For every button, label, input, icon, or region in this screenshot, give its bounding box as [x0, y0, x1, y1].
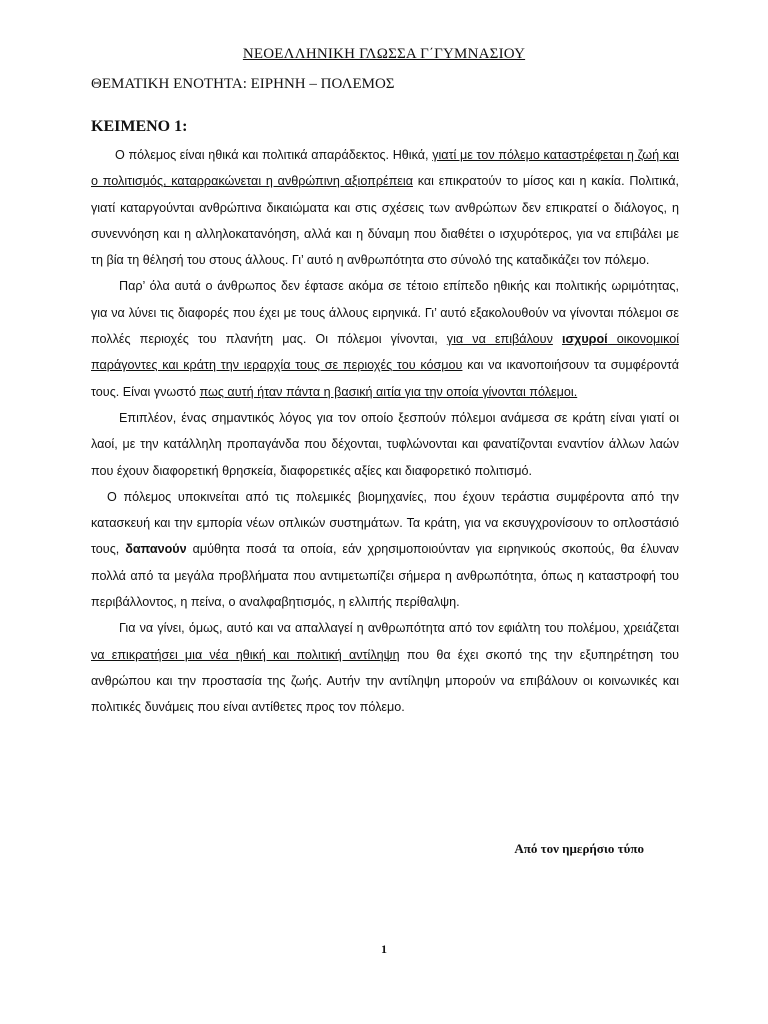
document-body — [91, 142, 679, 721]
thematic-unit-heading: ΘΕΜΑΤΙΚΗ ΕΝΟΤΗΤΑ: ΕΙΡΗΝΗ – ΠΟΛΕΜΟΣ — [91, 76, 395, 92]
paragraph-5-text-b: που θα έχει σκοπό της την εξυπηρέτηση του ανθρώπου και την προστασία της ζωής. Αυτήν την αντίληψη μπορούν να επιβάλουν οι κοινωνικές και πολιτικές δυνάμεις που είναι αντίθετες προς τον πόλεμο. — [91, 647, 679, 715]
paragraph-1-underlined: γιατί με τον πόλεμο καταστρέφεται η ζωή και ο πολιτισμός, καταρρακώνεται η ανθρώπινη αξιοπρέπεια — [91, 148, 679, 189]
document-title: ΝΕΟΕΛΛΗΝΙΚΗ ΓΛΩΣΣΑ Γ΄ΓΥΜΝΑΣΙΟΥ — [242, 46, 526, 62]
paragraph-5 — [91, 615, 679, 720]
paragraph-4 — [91, 484, 679, 615]
paragraph-2-text-b: και να ικανοποιήσουν τα συμφέροντά τους. Είναι γνωστό — [91, 358, 679, 399]
source-attribution: Από τον ημερήσιο τύπο — [514, 841, 644, 856]
paragraph-2-underlined-3: πως αυτή ήταν πάντα η βασική αιτία για την οποία γίνονται πόλεμοι. — [199, 384, 578, 399]
paragraph-3: Επιπλέον, ένας σημαντικός λόγος για τον οποίο ξεσπούν πόλεμοι ανάμεσα σε κράτη είναι γιατί οι λαοί, με την κατάλληλη προπαγάνδα που δέχονται, τυφλώνονται και φανατίζονται εναντίον άλλων λαών που έχουν διαφορετική θρησκεία, διαφορετικές αξίες και διαφορετικό πολιτισμό. — [91, 410, 679, 478]
paragraph-2 — [91, 273, 679, 404]
paragraph-2-underlined-2: οικονομικοί παράγοντες και κράτη την ιεραρχία τους σε περιοχές του κόσμου — [91, 332, 680, 373]
paragraph-4-bold: δαπανούν — [125, 542, 187, 557]
paragraph-2-space — [553, 332, 562, 346]
page-number: 1 — [381, 942, 387, 956]
paragraph-1-text-b: και επικρατούν το μίσος και η κακία. Πολιτικά, γιατί καταργούνται ανθρώπινα δικαιώματα και στις σχέσεις των ανθρώπων δεν επικρατεί ο διάλογος, η συνεννόηση και η αλληλοκατανόηση, αλλά και η δύναμη που διαθέτει ο ισχυρότερος, για να επιβάλει με τη βία τη θέλησή του στους άλλους. Γι’ αυτό η ανθρωπότητα στο σύνολό της καταδικάζει τον πόλεμο. — [91, 174, 679, 268]
paragraph-4-text-a: Ο πόλεμος υποκινείται από τις πολεμικές βιομηχανίες, που έχουν τεράστια συμφέροντα από την κατασκευή και την εμπορία νέων οπλικών συστημάτων. Τα κράτη, για να εκσυγχρονίσουν το οπλοστάσιό τους, — [91, 489, 679, 557]
paragraph-2-bold-underlined: ισχυροί — [561, 332, 608, 347]
paragraph-2-underlined-1: για να επιβάλουν — [446, 332, 553, 347]
paragraph-2-text-a: Παρ’ όλα αυτά ο άνθρωπος δεν έφτασε ακόμα σε τέτοιο επίπεδο ηθικής και πολιτικής ωριμότητας, για να λύνει τις διαφορές που έχει με τους άλλους ειρηνικά. Γι’ αυτό εξακολουθούν να γίνονται πόλεμοι σε πολλές περιοχές του πλανήτη μας. Οι πόλεμοι γίνονται, — [91, 279, 679, 347]
text-heading: ΚΕΙΜΕΝΟ 1: — [91, 118, 188, 135]
paragraph-1-text-a: Ο πόλεμος είναι ηθικά και πολιτικά απαράδεκτος. Ηθικά, — [115, 148, 433, 162]
paragraph-5-underlined: να επικρατήσει μια νέα ηθική και πολιτική αντίληψη — [91, 647, 400, 662]
paragraph-4-text-b: αμύθητα ποσά τα οποία, εάν χρησιμοποιούνταν για ειρηνικούς σκοπούς, θα έλυναν πολλά από τα μεγάλα προβλήματα που αντιμετωπίζει σήμερα η ανθρωπότητα, όπως η καταστροφή του περιβάλλοντος, η πείνα, ο αναλφαβητισμός, η ελλιπής περίθαλψη. — [91, 542, 679, 610]
paragraph-5-text-a: Για να γίνει, όμως, αυτό και να απαλλαγεί η ανθρωπότητα από τον εφιάλτη του πολέμου, χρειάζεται — [119, 621, 679, 636]
paragraph-1 — [91, 142, 679, 273]
